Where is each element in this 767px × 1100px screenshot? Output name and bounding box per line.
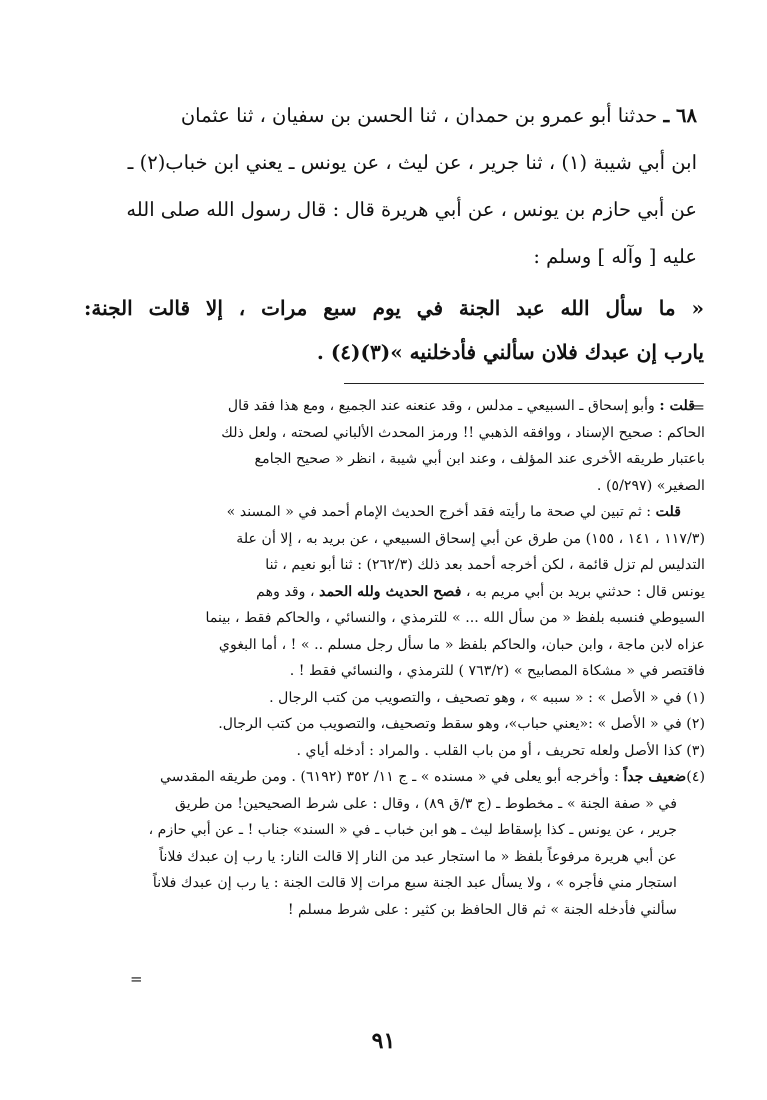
continuation-line-1: قلت : وأبو إسحاق ـ السبيعي ـ مدلس ، وقد عنعنه عند الجميع ، ومع هذا فقد قال <box>227 398 695 414</box>
continuation-mark: = <box>692 398 705 416</box>
para2-line-7: فاقتصر في « مشكاة المصابيح » (٧٦٣/٢ ) للترمذي ، والنسائي فقط ! . <box>289 663 705 679</box>
footnote-1: (١) في « الأصل » : « سببه » ، وهو تصحيف ، والتصويب من كتب الرجال . <box>269 689 705 706</box>
para2-line-6: عزاه لابن ماجة ، وابن حبان، والحاكم بلفظ « ما سأل رجل مسلم .. » ! ، أما البغوي <box>218 636 705 653</box>
footnote-4: (٤)ضعيف جداً : وأخرجه أبو يعلى في « مسنده » ـ ج ١١/ ٣٥٢ (٦١٩٢) . ومن طريقه المقدسي <box>159 769 705 785</box>
hadith-line-2: يارب إن عبدك فلان سألني فأدخلنيه »(٣)(٤) . <box>316 340 704 364</box>
bold-phrase: فصح الحديث ولله الحمد <box>319 583 462 600</box>
para2-line-1: قلت : ثم تبين لي صحة ما رأيته فقد أخرج الحديث الإمام أحمد في « المسند » <box>226 504 681 520</box>
hadith-number: ٦٨ ـ <box>663 104 697 127</box>
footnote-divider <box>344 383 704 384</box>
footnote-2: (٢) في « الأصل » :«يعني حباب»، وهو سقط وتصحيف، والتصويب من كتب الرجال. <box>218 716 705 732</box>
page-number: ٩١ <box>371 1028 396 1054</box>
footnote-4-line-4: عن أبي هريرة مرفوعاً بلفظ « ما استجار عبد من النار إلا قالت النار: يا رب إن عبدك فلاناً <box>159 848 677 865</box>
footnote-4-line-6: سألني فأدخله الجنة » ثم قال الحافظ بن كثير : على شرط مسلم ! <box>287 901 677 918</box>
footnotes <box>85 393 705 923</box>
continuation-mark-end: = <box>130 970 143 988</box>
main-text <box>85 92 697 280</box>
footnote-4-line-2: في « صفة الجنة » ـ مخطوط ـ (ج ٣/ق ٨٩) ، وقال : على شرط الصحيحين! من طريق <box>174 795 677 812</box>
hadith-text <box>84 286 704 374</box>
para2-line-4: يونس قال : حدثني بريد بن أبي مريم به ، فصح الحديث ولله الحمد ، وقد وهم <box>256 583 705 600</box>
footnote-3: (٣) كذا الأصل ولعله تحريف ، أو من باب القلب . والمراد : أدخله أياي . <box>296 742 705 759</box>
isnad-line-2: ابن أبي شيبة (١) ، ثنا جرير ، عن ليث ، عن يونس ـ يعني ابن خباب(٢) ـ <box>127 151 697 174</box>
footnote-4-line-3: جرير ، عن يونس ـ كذا بإسقاط ليث ـ هو ابن خباب ـ في « السند» جناب ! ـ عن أبي حازم ، <box>148 822 677 838</box>
continuation-line-4: الصغير» (٥/٢٩٧) . <box>596 477 705 494</box>
para2-line-2: (١١٧/٣ ، ١٤١ ، ١٥٥) من طرق عن أبي إسحاق السبيعي ، عن بريد به ، إلا أن علة <box>236 530 705 547</box>
continuation-line-3: باعتبار طريقه الأخرى عند المؤلف ، وعند ابن أبي شيبة ، انظر « صحيح الجامع <box>254 451 705 467</box>
isnad-line-3: عن أبي حازم بن يونس ، عن أبي هريرة قال : قال رسول الله صلى الله <box>126 198 697 221</box>
para2-line-5: السيوطي فنسبه بلفظ « من سأل الله ... » للترمذي ، والنسائي ، والحاكم فقط ، بينما <box>205 610 705 626</box>
continuation-line-2: الحاكم : صحيح الإسناد ، ووافقه الذهبي !! ورمز المحدث الألباني لصحته ، ولعل ذلك <box>221 424 705 441</box>
hadith-line-1: « ما سأل الله عبد الجنة في يوم سبع مرات ، إلا قالت الجنة: <box>84 296 704 320</box>
para2-line-3: التدليس لم تزل قائمة ، لكن أخرجه أحمد بعد ذلك (٢٦٢/٣) : ثنا أبو نعيم ، ثنا <box>265 557 705 573</box>
isnad-line-1: ٦٨ ـ حدثنا أبو عمرو بن حمدان ، ثنا الحسن بن سفيان ، ثنا عثمان <box>180 104 697 127</box>
footnote-4-line-5: استجار مني فأجره » ، ولا يسأل عبد الجنة سبع مرات إلا قالت الجنة : يا رب إن عبدك فلاناً <box>152 875 677 891</box>
isnad-line-4: عليه [ وآله ] وسلم : <box>533 245 697 268</box>
